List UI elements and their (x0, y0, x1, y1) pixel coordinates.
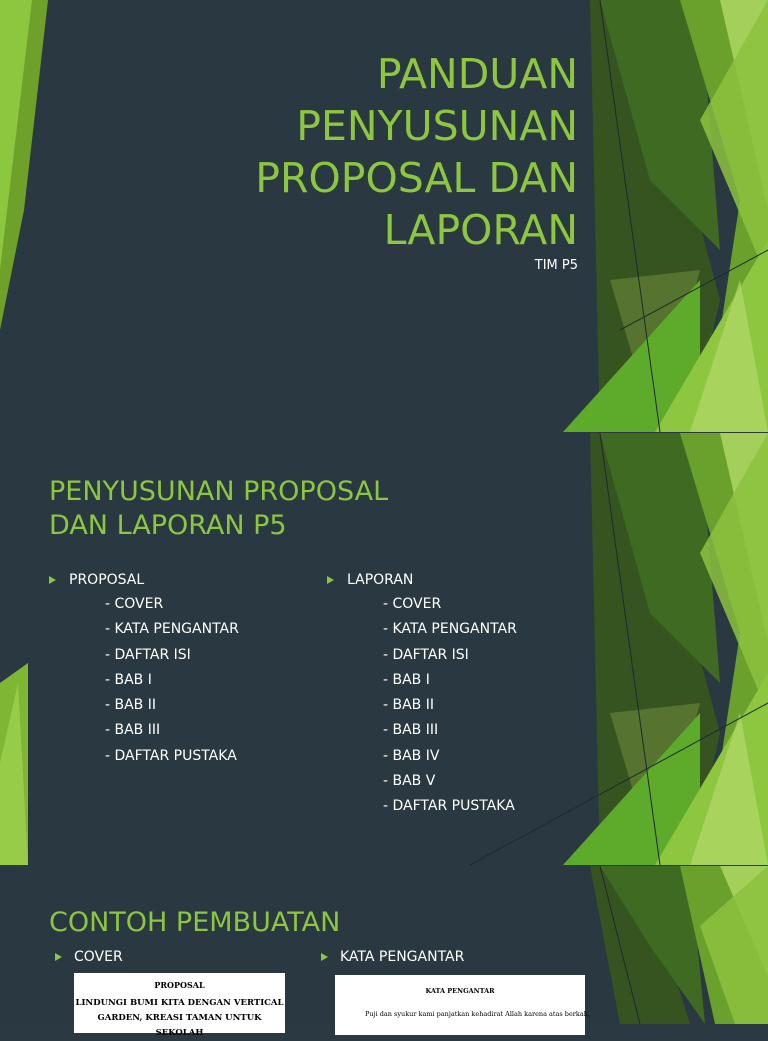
kata-heading-row (321, 946, 464, 968)
cover-document-preview (74, 973, 285, 1038)
title-slide (0, 0, 768, 432)
list-item: - DAFTAR PUSTAKA (383, 798, 515, 815)
section-title: CONTOH PEMBUATAN (49, 907, 341, 938)
list-item: - DAFTAR ISI (383, 646, 469, 663)
triangle-bullet-icon (327, 576, 334, 584)
proposal-heading (49, 567, 239, 592)
list-item: - BAB I (383, 671, 430, 688)
cover-heading-row (55, 946, 123, 968)
list-item: - BAB V (383, 773, 436, 790)
list-item: - BAB II (383, 697, 434, 714)
proposal-list (49, 567, 239, 769)
example-slide (0, 866, 768, 1038)
list-item: - BAB II (105, 697, 156, 714)
list-item: - BAB III (383, 722, 439, 739)
triangle-bullet-icon (49, 576, 56, 584)
kata-pengantar-label: KATA PENGANTAR (340, 949, 465, 965)
kata-doc-heading: KATA PENGANTAR (425, 987, 495, 995)
presentation-title: PANDUAN PENYUSUNAN PROPOSAL DAN LAPORAN (255, 50, 578, 254)
list-item: - KATA PENGANTAR (105, 621, 239, 638)
list-item: - DAFTAR PUSTAKA (105, 747, 237, 764)
list-item: - COVER (105, 596, 164, 612)
outline-slide (0, 433, 768, 865)
cover-label: COVER (74, 949, 123, 965)
triangle-bullet-icon (321, 953, 328, 961)
list-item: - BAB III (105, 722, 161, 739)
laporan-heading (327, 567, 517, 592)
list-item: - DAFTAR ISI (105, 646, 191, 663)
list-item: - BAB I (105, 671, 152, 688)
cover-example-heading (55, 946, 123, 968)
kata-pengantar-document-preview (335, 975, 590, 1035)
kata-doc-text: Puji dan syukur kami panjatkan kehadirat Allah karena atas berkah, (365, 1010, 590, 1018)
laporan-list (327, 567, 517, 820)
presentation-subtitle: TIM P5 (534, 258, 578, 273)
list-item: - BAB IV (383, 747, 440, 764)
laporan-label: LAPORAN (347, 571, 414, 588)
section-title: PENYUSUNAN PROPOSAL DAN LAPORAN P5 (49, 476, 389, 541)
cover-doc-title: LINDUNGI BUMI KITA DENGAN VERTICAL GARDEN, KREASI TAMAN UNTUK SEKOLAH (75, 998, 284, 1038)
list-item: - COVER (383, 596, 442, 612)
proposal-label: PROPOSAL (69, 571, 145, 588)
kata-pengantar-example-heading (321, 946, 464, 968)
triangle-bullet-icon (55, 953, 62, 961)
cover-doc-heading: PROPOSAL (154, 980, 205, 990)
list-item: - KATA PENGANTAR (383, 621, 517, 638)
